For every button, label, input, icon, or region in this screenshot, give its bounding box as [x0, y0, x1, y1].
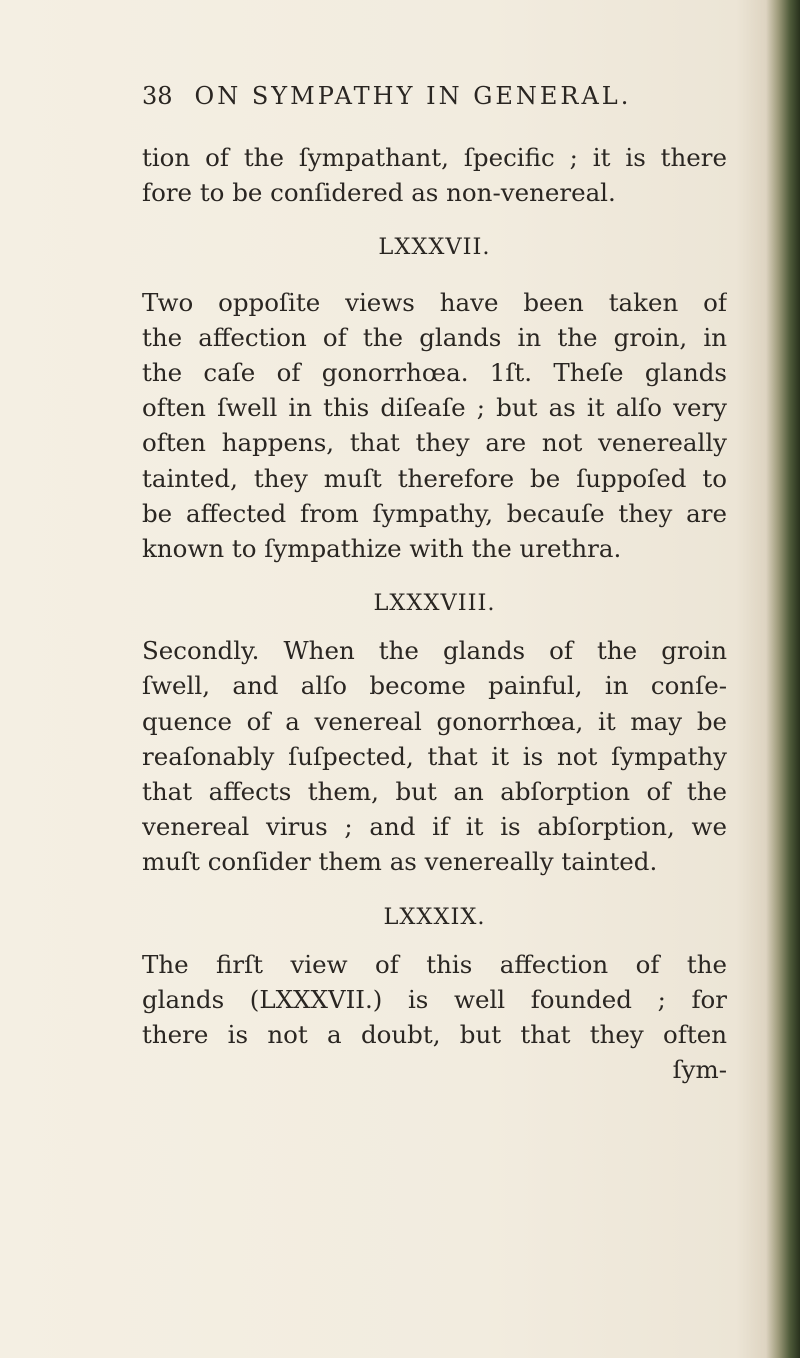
section-number-heading: LXXXIX. [383, 903, 486, 930]
text-line: reaſonably ſuſpected, that it is not ſympathy [142, 741, 727, 771]
text-line: be affected from ſympathy, becauſe they are [142, 498, 727, 528]
text-line: Secondly. When the glands of the groin [142, 636, 727, 666]
text-line: often ſwell in this diſeaſe ; but as it alſo very [142, 393, 727, 423]
text-line: tainted, they muſt therefore be ſuppoſed to [142, 463, 727, 493]
text-line: known to ſympathize with the urethra. [142, 533, 622, 563]
paragraph-continuation [142, 140, 727, 210]
section-number-heading: LXXXVII. [378, 234, 491, 261]
text-line: often happens, that they are not venereally [142, 428, 727, 458]
text-line: quence of a venereal gonorrhœa, it may be [142, 706, 727, 736]
running-head: ON SYMPATHY IN GENERAL. [194, 82, 632, 110]
section-paragraph [142, 285, 727, 567]
text-line: that affects them, but an abſorption of the [142, 777, 727, 806]
section-paragraph [142, 947, 727, 1088]
text-line: fore to be conſidered as non-venereal. [142, 178, 616, 208]
section-paragraph [142, 633, 727, 879]
page-header [142, 82, 631, 122]
text-line: venereal virus ; and if it is abſorption, we [142, 812, 727, 842]
catchword: ſym- [672, 1055, 727, 1085]
text-line: The firſt view of this affection of the [142, 949, 727, 979]
text-line: muſt conſider them as venereally tainted. [142, 847, 658, 877]
text-line: there is not a doubt, but that they often [142, 1020, 727, 1050]
section-number-heading: LXXXVIII. [373, 590, 496, 617]
text-line: Two oppoſite views have been taken of [142, 287, 727, 317]
text-line: the affection of the glands in the groin, in [142, 322, 727, 352]
text-line: glands (LXXXVII.) is well founded ; for [142, 984, 727, 1014]
body-text [142, 140, 727, 1088]
page-number: 38 [142, 82, 173, 110]
text-line: tion of the ſympathant, ſpecific ; it is there [142, 143, 727, 172]
text-line: ſwell, and alſo become painful, in conſe- [142, 671, 727, 701]
text-line: the caſe of gonorrhœa. 1ſt. Theſe glands [142, 357, 727, 387]
page-edge-shadow [766, 0, 800, 1358]
